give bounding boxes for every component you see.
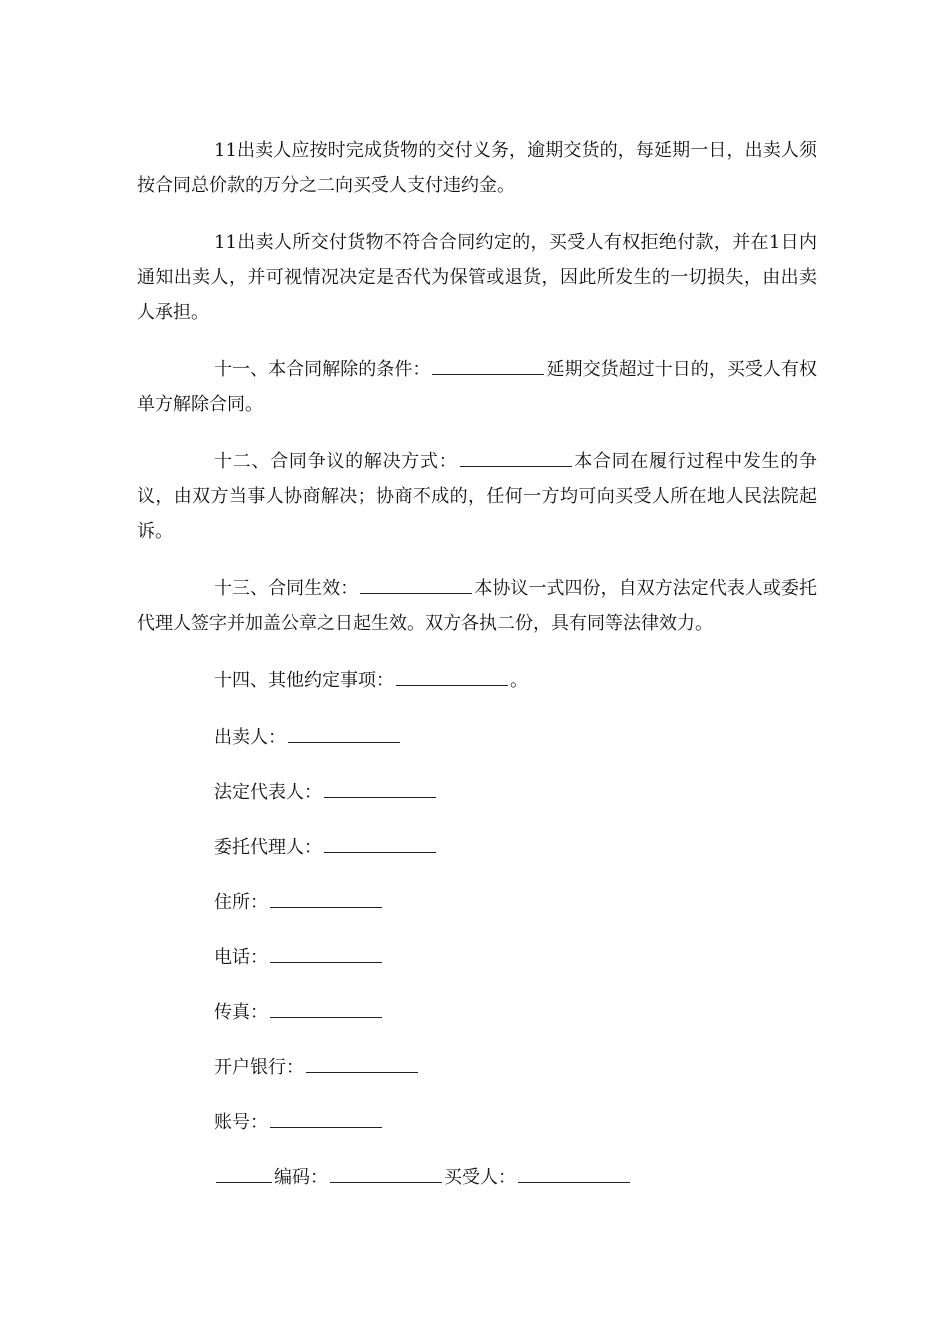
clause-effective-label: 十三、合同生效： xyxy=(214,578,359,599)
clause-nonconforming-goods xyxy=(137,225,817,330)
postcode-buyer-field xyxy=(137,1160,817,1195)
buyer-blank[interactable] xyxy=(518,1181,630,1183)
legal-rep-label: 法定代表人： xyxy=(214,782,322,803)
clause-other-end: 。 xyxy=(510,670,528,691)
clause-effective xyxy=(137,571,817,641)
address-field xyxy=(137,885,817,920)
clause-effective-text: 本协议一式四份，自双方法定代表人或委托代理人签字并加盖公章之日起生效。双方各执二份，具有同等法律效力。 xyxy=(137,578,817,634)
seller-label: 出卖人： xyxy=(214,727,286,748)
fax-blank[interactable] xyxy=(270,1016,382,1018)
dispute-blank[interactable] xyxy=(460,465,572,467)
agent-field xyxy=(137,830,817,865)
clause-other-label: 十四、其他约定事项： xyxy=(214,670,394,691)
bank-label: 开户银行： xyxy=(214,1057,304,1078)
document-page xyxy=(137,133,817,1215)
legal-rep-blank[interactable] xyxy=(324,796,436,798)
agent-blank[interactable] xyxy=(324,851,436,853)
bank-blank[interactable] xyxy=(306,1071,418,1073)
postcode-prefix-blank[interactable] xyxy=(216,1181,272,1183)
clause-termination-text: 延期交货超过十日的，买受人有权单方解除合同。 xyxy=(137,359,818,415)
phone-blank[interactable] xyxy=(270,961,382,963)
account-blank[interactable] xyxy=(270,1126,382,1128)
legal-rep-field xyxy=(137,775,817,810)
termination-blank[interactable] xyxy=(432,373,544,375)
account-field xyxy=(137,1105,817,1140)
clause-other xyxy=(137,663,817,698)
clause-dispute xyxy=(137,444,817,549)
clause-late-delivery xyxy=(137,133,817,203)
clause-dispute-text: 本合同在履行过程中发生的争议，由双方当事人协商解决；协商不成的，任何一方均可向买受人所在地人民法院起诉。 xyxy=(137,451,817,542)
effective-blank[interactable] xyxy=(360,592,472,594)
other-blank[interactable] xyxy=(396,684,508,686)
phone-label: 电话： xyxy=(214,947,268,968)
clause-nonconforming-goods-text: 11出卖人所交付货物不符合合同约定的，买受人有权拒绝付款，并在1日内通知出卖人，并可视情况决定是否代为保管或退货，因此所发生的一切损失，由出卖人承担。 xyxy=(137,232,817,323)
phone-field xyxy=(137,940,817,975)
seller-blank[interactable] xyxy=(288,741,400,743)
address-blank[interactable] xyxy=(270,906,382,908)
postcode-blank[interactable] xyxy=(330,1181,442,1183)
fax-label: 传真： xyxy=(214,1002,268,1023)
seller-field xyxy=(137,720,817,755)
clause-dispute-label: 十二、合同争议的解决方式： xyxy=(214,451,458,472)
clause-termination xyxy=(137,352,817,422)
buyer-label: 买受人： xyxy=(444,1167,516,1188)
postcode-label: 编码： xyxy=(274,1167,328,1188)
account-label: 账号： xyxy=(214,1112,268,1133)
bank-field xyxy=(137,1050,817,1085)
agent-label: 委托代理人： xyxy=(214,837,322,858)
address-label: 住所： xyxy=(214,892,268,913)
fax-field xyxy=(137,995,817,1030)
clause-late-delivery-text: 11出卖人应按时完成货物的交付义务，逾期交货的，每延期一日，出卖人须按合同总价款的万分之二向买受人支付违约金。 xyxy=(137,140,817,196)
clause-termination-label: 十一、本合同解除的条件： xyxy=(214,359,431,380)
